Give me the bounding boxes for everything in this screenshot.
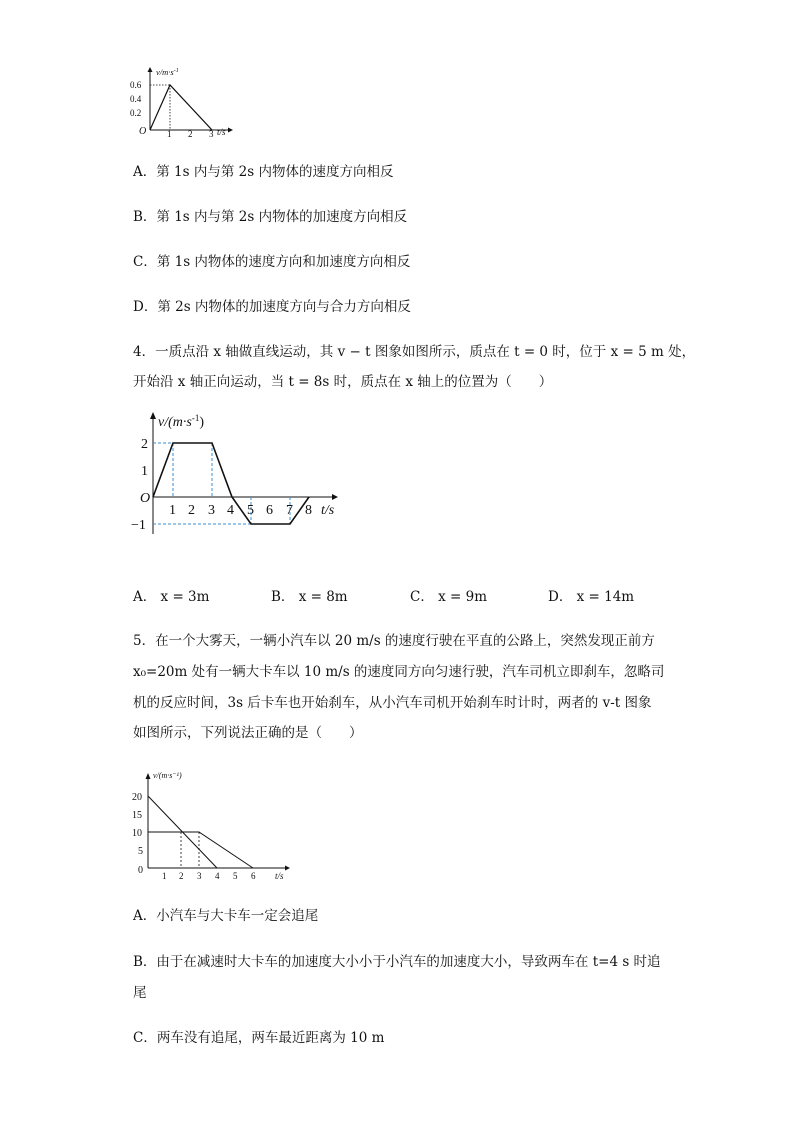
q5-stem-line4: 如图所示，下列说法正确的是（ ） xyxy=(133,725,363,741)
q4-choice-c: C． x = 9m xyxy=(410,589,488,605)
xtick-7: 7 xyxy=(286,503,293,518)
q5-option-a: A．小汽车与大卡车一定会追尾 xyxy=(133,908,319,924)
ytick-1: 1 xyxy=(141,464,148,479)
xtick-1: 1 xyxy=(169,503,176,518)
q5-option-c: C．两车没有追尾，两车最近距离为 10 m xyxy=(133,1030,385,1046)
xtick-3: 3 xyxy=(197,871,202,881)
xtick-3: 3 xyxy=(208,503,215,518)
y-axis-label: $v/(m\cdot s^{-1})$ xyxy=(158,413,204,430)
xtick-6: 6 xyxy=(251,871,256,881)
q4-choice-a: A． x = 3m xyxy=(133,589,210,605)
q4-choice-d: D． x = 14m xyxy=(548,589,635,605)
y-axis-arrow xyxy=(148,67,153,72)
xtick-2: 2 xyxy=(179,871,184,881)
x-axis-label: t/s xyxy=(321,503,335,518)
q5-option-b-line1: B．由于在减速时大卡车的加速度大小小于小汽车的加速度大小，导致两车在 t=4 s 时追 xyxy=(133,954,661,970)
q5-option-b-line2: 尾 xyxy=(133,985,147,1001)
q3-option-b: B．第 1s 内与第 2s 内物体的加速度方向相反 xyxy=(133,209,408,225)
xtick-5: 5 xyxy=(233,871,238,881)
xtick-2: 2 xyxy=(188,129,193,139)
q3-vt-graph xyxy=(128,62,240,140)
ytick-10: 10 xyxy=(132,828,142,839)
q3-option-d: D．第 2s 内物体的加速度方向与合力方向相反 xyxy=(133,299,411,315)
y-axis-arrow xyxy=(150,412,156,419)
xtick-4: 4 xyxy=(227,503,234,518)
ytick-0.6: 0.6 xyxy=(130,80,142,90)
velocity-line xyxy=(150,85,212,130)
q5-stem-line2: x₀=20m 处有一辆大卡车以 10 m/s 的速度同方向匀速行驶，汽车司机立即刹车，忽略司 xyxy=(133,664,665,680)
q5-stem-line1: 5．在一个大雾天，一辆小汽车以 20 m/s 的速度行驶在平直的公路上，突然发现正前方 xyxy=(133,633,655,649)
q5-vt-graph xyxy=(128,764,298,882)
y-axis-arrow xyxy=(146,773,151,779)
y-axis-label: v/(m·s⁻¹) xyxy=(153,771,182,780)
q3-option-c: C．第 1s 内物体的速度方向和加速度方向相反 xyxy=(133,254,411,270)
x-axis-label: t/s xyxy=(217,127,226,137)
xtick-1: 1 xyxy=(162,871,167,881)
xtick-6: 6 xyxy=(266,503,273,518)
x-axis-arrow xyxy=(285,866,290,871)
xtick-3: 3 xyxy=(209,129,214,139)
x-axis-label: t/s xyxy=(275,871,284,881)
xtick-5: 5 xyxy=(247,503,254,518)
q4-vt-graph xyxy=(128,404,348,540)
ytick-neg1: −1 xyxy=(131,518,146,533)
q5-stem-line3: 机的反应时间，3s 后卡车也开始刹车，从小汽车司机开始刹车时计时，两者的 v-t 图象 xyxy=(133,695,652,711)
q4-stem-line2: 开始沿 x 轴正向运动，当 t = 8s 时，质点在 x 轴上的位置为（ ） xyxy=(133,374,553,390)
origin-label: O xyxy=(140,491,151,506)
x-axis-arrow xyxy=(228,128,233,133)
origin-label: O xyxy=(139,126,147,137)
q3-option-a: A．第 1s 内与第 2s 内物体的速度方向相反 xyxy=(133,164,394,180)
q4-stem-line1: 4．一质点沿 x 轴做直线运动，其 v − t 图象如图所示，质点在 t = 0 时，位于 x = 5 m 处， xyxy=(133,344,696,360)
xtick-2: 2 xyxy=(188,503,195,518)
ytick-0.2: 0.2 xyxy=(130,108,142,118)
origin-label: 0 xyxy=(138,865,143,876)
ytick-2: 2 xyxy=(141,437,148,452)
ytick-15: 15 xyxy=(132,810,142,821)
xtick-4: 4 xyxy=(215,871,220,881)
xtick-8: 8 xyxy=(305,503,312,518)
ytick-5: 5 xyxy=(138,846,143,857)
truck-velocity-line xyxy=(148,832,253,868)
xtick-1: 1 xyxy=(167,129,172,139)
ytick-20: 20 xyxy=(132,792,142,803)
q4-choice-b: B． x = 8m xyxy=(271,589,348,605)
ytick-0.4: 0.4 xyxy=(130,94,142,104)
y-axis-label: $v/m\cdot s^{-1}$ xyxy=(156,67,179,77)
x-axis-arrow xyxy=(332,494,338,500)
